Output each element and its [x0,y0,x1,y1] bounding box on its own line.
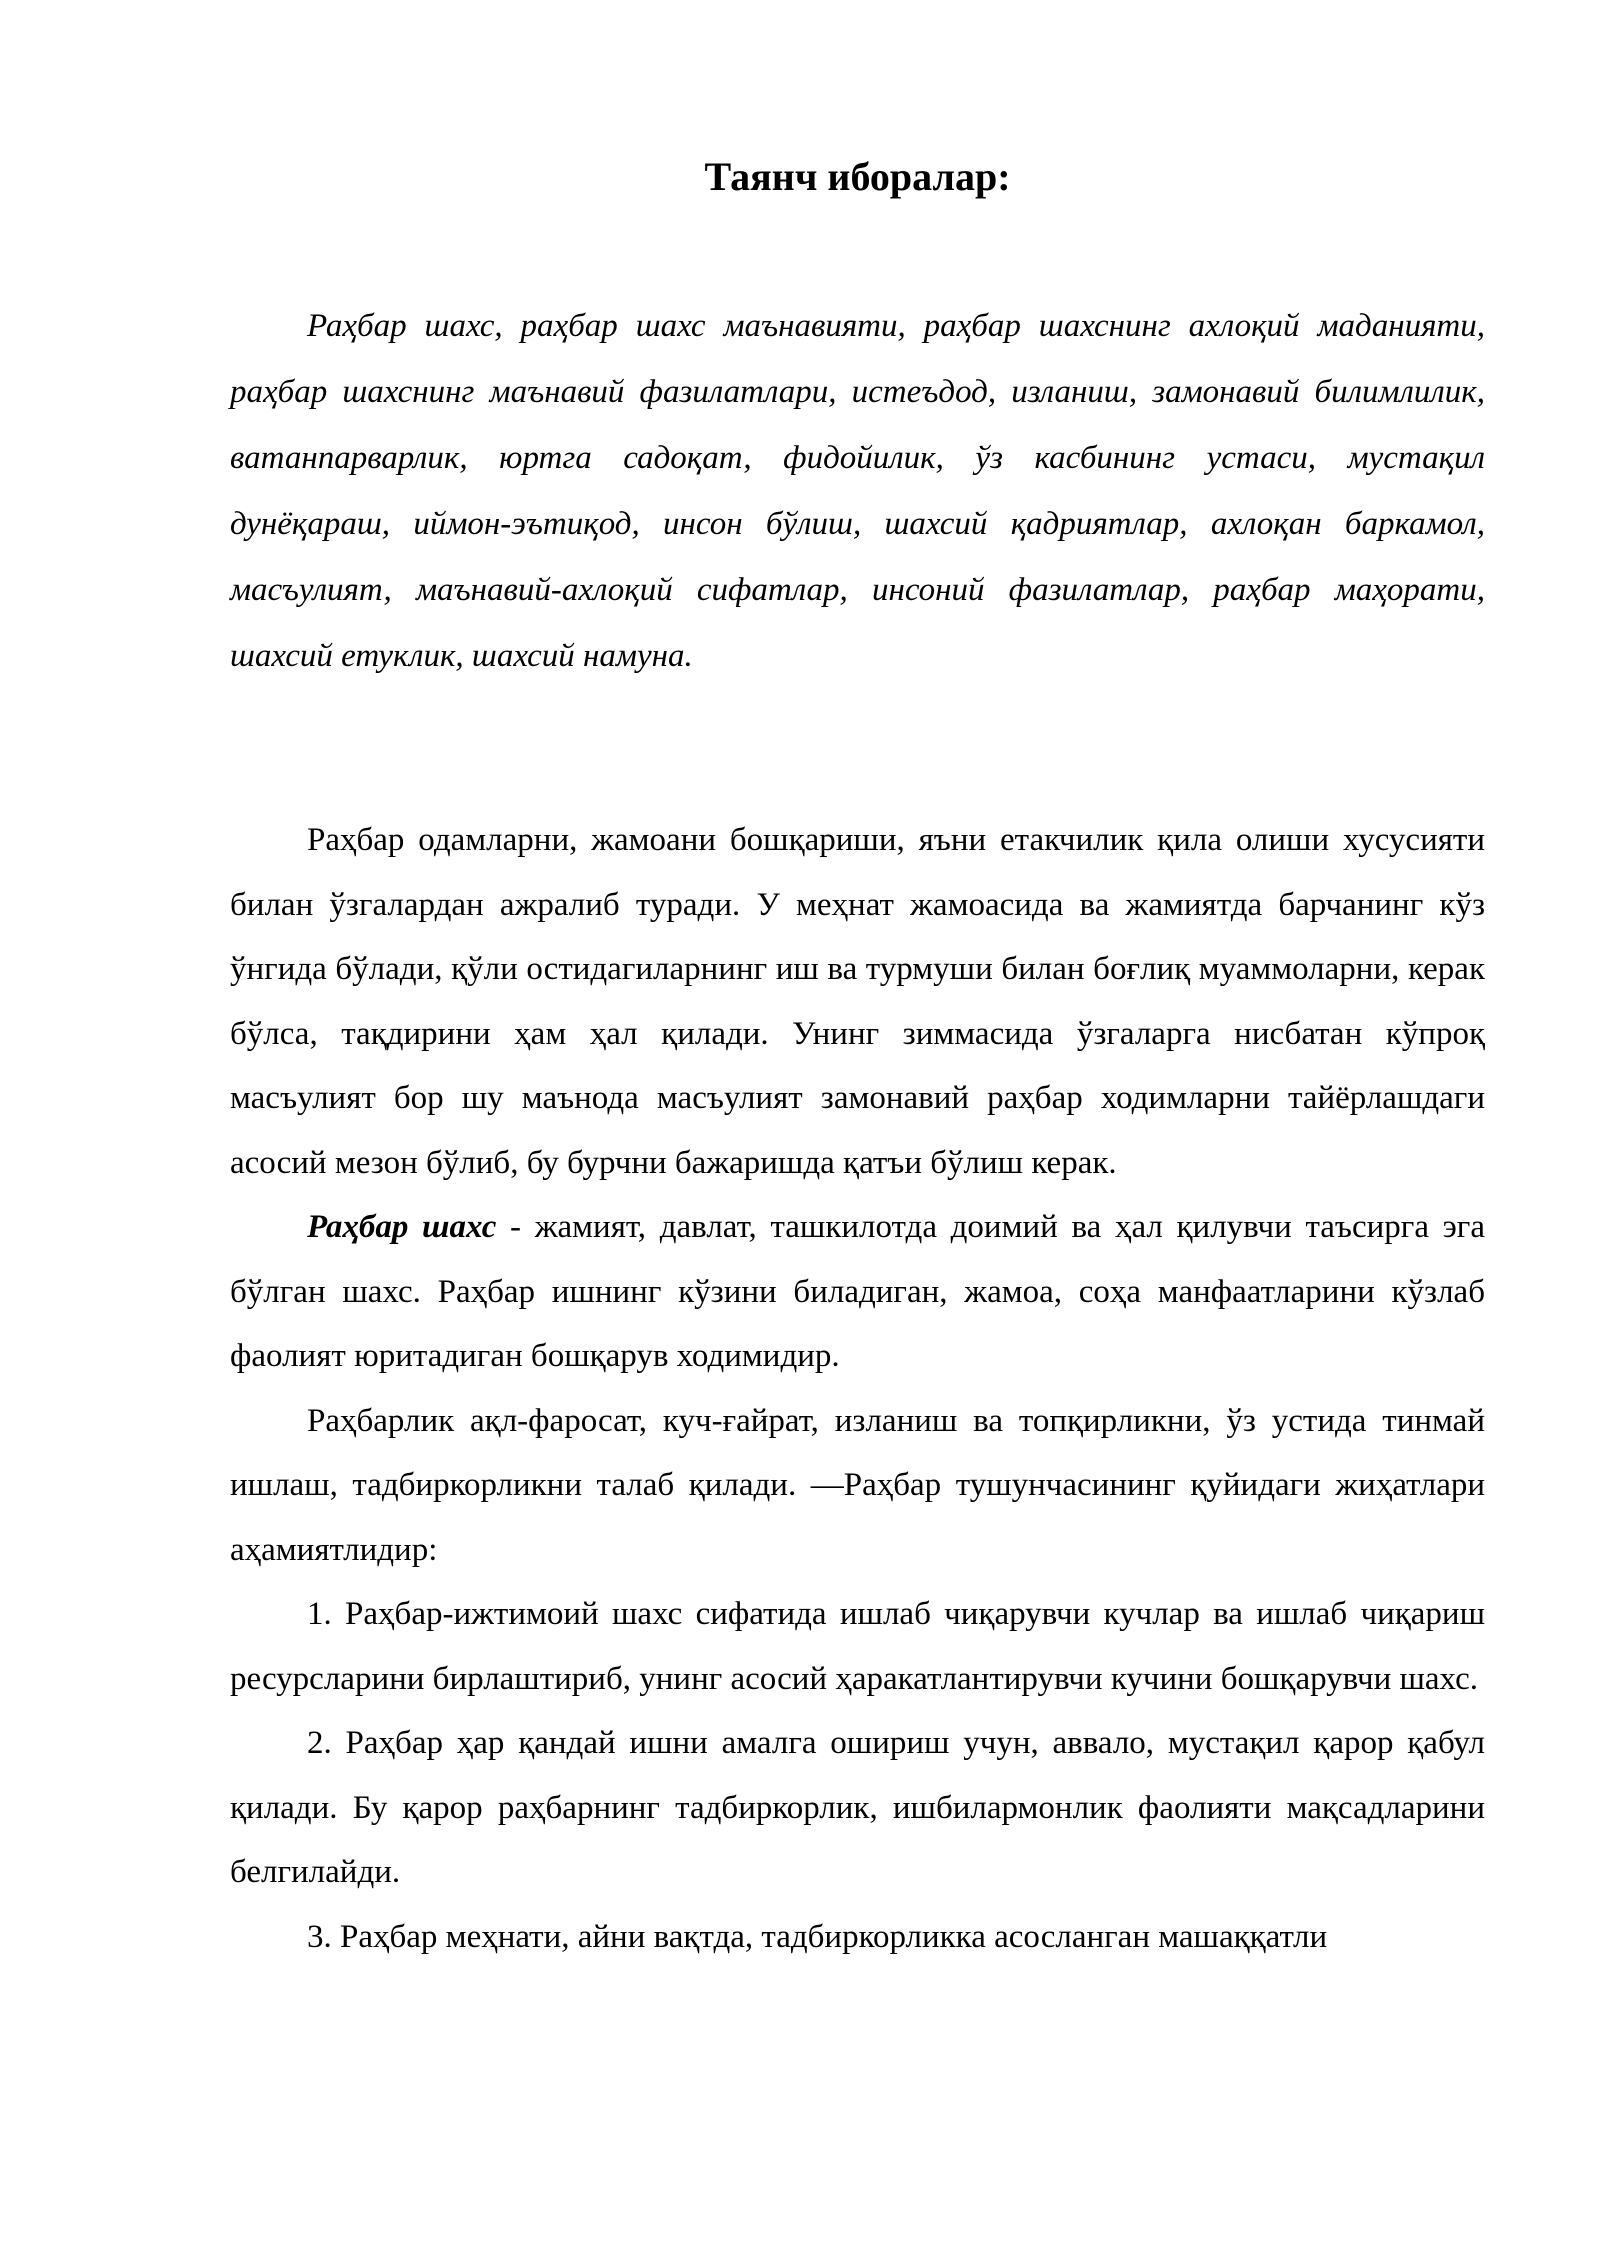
list-item: 3. Раҳбар меҳнати, айни вақтда, тадбиркорликка асосланган машаққатли [307,1918,1328,1955]
list-item: 1. Раҳбар-ижтимоий шахс сифатида ишлаб чиқарувчи кучлар ва ишлаб чиқариш ресурсларини бирлаштириб, унинг асосий ҳаракатлантирувчи кучини бошқарувчи шахс. [230,1596,1485,1697]
body-text [230,808,1485,1969]
keywords-paragraph: Раҳбар шахс, раҳбар шахс маънавияти, раҳбар шахснинг ахлоқий маданияти, раҳбар шахснинг маънавий фазилатлари, истеъдод, изланиш, замонавий билимлилик, ватанпарварлик, юртга садоқат, фидойилик, ўз касбининг устаси, мустақил дунёқараш, иймон-эътиқод, инсон бўлиш, шахсий қадриятлар, ахлоқан баркамол, масъулият, маънавий-ахлоқий сифатлар, инсоний фазилатлар, раҳбар маҳорати, шахсий етуклик, шахсий намуна. [230,308,1485,674]
paragraph-leadership-requirements: Раҳбарлик ақл-фаросат, куч-ғайрат, изланиш ва топқирликни, ўз устида тинмай ишлаш, тадбиркорликни талаб қилади. ―Раҳбар тушунчасининг қуйидаги жиҳатлари аҳамиятлидир: [230,1402,1485,1568]
page-title: Таянч иборалар: [704,154,1011,199]
term-rahbar-shakhs: Раҳбар шахс [307,1209,497,1245]
paragraph-leadership-traits: Раҳбар одамларни, жамоани бошқариши, яъни етакчилик қила олиши хусусияти билан ўзгалардан ажралиб туради. У меҳнат жамоасида ва жамиятда барчанинг кўз ўнгида бўлади, қўли остидагиларнинг иш ва турмуши билан боғлиқ муаммоларни, керак бўлса, тақдирини ҳам ҳал қилади. Унинг зиммасида ўзгаларга нисбатан кўпроқ масъулият бор шу маънода масъулият замонавий раҳбар ходимларни тайёрлашдаги асосий мезон бўлиб, бу бурчни бажаришда қатъи бўлиш керак. [230,822,1485,1181]
list-item: 2. Раҳбар ҳар қандай ишни амалга ошириш учун, аввало, мустақил қарор қабул қилади. Бу қарор раҳбарнинг тадбиркорлик, ишбилармонлик фаолияти мақсадларини белгилайди. [230,1725,1485,1890]
definition-text: - жамият, давлат, ташкилотда доимий ва ҳал қилувчи таъсирга эга бўлган шахс. Раҳбар ишнинг кўзини биладиган, жамоа, соҳа манфаатларини кўзлаб фаолият юритадиган бошқарув ходимидир. [230,1209,1485,1374]
paragraph-leader-definition [230,1195,1485,1389]
